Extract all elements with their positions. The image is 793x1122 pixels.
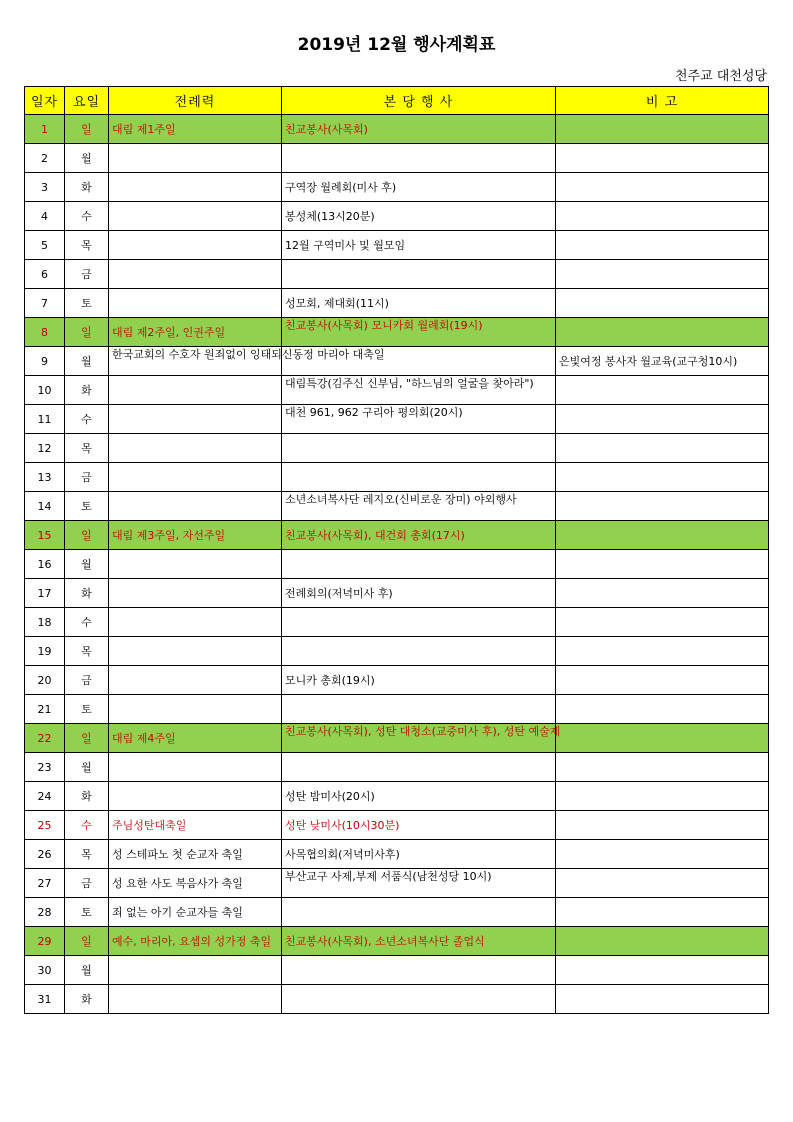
- weekday-cell: 금: [65, 463, 109, 492]
- weekday-cell: 화: [65, 173, 109, 202]
- table-row: [25, 434, 769, 463]
- liturgy-cell: 죄 없는 아기 순교자들 축일: [109, 898, 282, 927]
- table-row: [25, 666, 769, 695]
- weekday-cell: 일: [65, 724, 109, 753]
- table-row: [25, 753, 769, 782]
- events-cell: [282, 144, 556, 173]
- liturgy-cell: 주님성탄대축일: [109, 811, 282, 840]
- note-cell: [556, 956, 769, 985]
- events-cell: [282, 608, 556, 637]
- weekday-cell: 금: [65, 666, 109, 695]
- events-cell: [282, 985, 556, 1014]
- weekday-cell: 월: [65, 956, 109, 985]
- day-cell: 1: [25, 115, 65, 144]
- events-cell: 친교봉사(사목회), 대건회 총회(17시): [282, 521, 556, 550]
- events-cell: 성탄 밤미사(20시): [282, 782, 556, 811]
- liturgy-cell: [109, 376, 282, 405]
- liturgy-cell: [109, 231, 282, 260]
- weekday-cell: 월: [65, 550, 109, 579]
- events-cell: 사목협의회(저녁미사후): [282, 840, 556, 869]
- note-cell: [556, 579, 769, 608]
- note-cell: [556, 434, 769, 463]
- liturgy-cell: [109, 144, 282, 173]
- events-cell: [282, 753, 556, 782]
- liturgy-cell: [109, 782, 282, 811]
- day-cell: 20: [25, 666, 65, 695]
- weekday-cell: 월: [65, 753, 109, 782]
- day-cell: 23: [25, 753, 65, 782]
- note-cell: [556, 492, 769, 521]
- weekday-cell: 월: [65, 144, 109, 173]
- weekday-cell: 금: [65, 869, 109, 898]
- liturgy-cell: 한국교회의 수호자 원죄없이 잉태되신동정 마리아 대축일: [109, 347, 282, 376]
- weekday-cell: 목: [65, 434, 109, 463]
- note-cell: [556, 869, 769, 898]
- note-cell: [556, 782, 769, 811]
- liturgy-cell: 대림 제1주일: [109, 115, 282, 144]
- liturgy-cell: [109, 608, 282, 637]
- table-row: [25, 898, 769, 927]
- day-cell: 17: [25, 579, 65, 608]
- liturgy-cell: [109, 550, 282, 579]
- weekday-cell: 목: [65, 231, 109, 260]
- liturgy-cell: [109, 985, 282, 1014]
- note-cell: [556, 840, 769, 869]
- note-cell: [556, 637, 769, 666]
- table-row: [25, 840, 769, 869]
- note-cell: [556, 144, 769, 173]
- events-cell: 성모회, 제대회(11시): [282, 289, 556, 318]
- header-liturgy: 전례력: [109, 87, 282, 115]
- note-cell: [556, 521, 769, 550]
- weekday-cell: 일: [65, 927, 109, 956]
- table-row: [25, 637, 769, 666]
- weekday-cell: 목: [65, 840, 109, 869]
- note-cell: [556, 811, 769, 840]
- table-row: [25, 608, 769, 637]
- day-cell: 28: [25, 898, 65, 927]
- liturgy-cell: [109, 579, 282, 608]
- table-row: [25, 492, 769, 521]
- events-cell: [282, 550, 556, 579]
- day-cell: 7: [25, 289, 65, 318]
- table-row: [25, 289, 769, 318]
- liturgy-cell: [109, 434, 282, 463]
- day-cell: 18: [25, 608, 65, 637]
- table-row: [25, 318, 769, 347]
- weekday-cell: 토: [65, 898, 109, 927]
- liturgy-cell: [109, 492, 282, 521]
- day-cell: 14: [25, 492, 65, 521]
- note-cell: [556, 985, 769, 1014]
- weekday-cell: 목: [65, 637, 109, 666]
- table-row: [25, 231, 769, 260]
- note-cell: [556, 666, 769, 695]
- liturgy-cell: 대림 제4주일: [109, 724, 282, 753]
- liturgy-cell: [109, 463, 282, 492]
- table-row: [25, 115, 769, 144]
- day-cell: 24: [25, 782, 65, 811]
- table-row: [25, 463, 769, 492]
- weekday-cell: 토: [65, 492, 109, 521]
- events-cell: 친교봉사(사목회), 소년소녀복사단 졸업식: [282, 927, 556, 956]
- events-cell: 소년소녀복사단 레지오(신비로운 장미) 야외행사: [282, 492, 556, 521]
- day-cell: 8: [25, 318, 65, 347]
- schedule-body: [25, 115, 769, 1014]
- day-cell: 3: [25, 173, 65, 202]
- note-cell: [556, 463, 769, 492]
- header-events: 본 당 행 사: [282, 87, 556, 115]
- day-cell: 4: [25, 202, 65, 231]
- note-cell: [556, 753, 769, 782]
- day-cell: 15: [25, 521, 65, 550]
- liturgy-cell: [109, 289, 282, 318]
- schedule-table: [24, 86, 769, 1014]
- weekday-cell: 토: [65, 289, 109, 318]
- liturgy-cell: [109, 695, 282, 724]
- weekday-cell: 수: [65, 811, 109, 840]
- liturgy-cell: 성 스테파노 첫 순교자 축일: [109, 840, 282, 869]
- events-cell: [282, 463, 556, 492]
- document-title: 2019년 12월 행사계획표: [297, 35, 496, 55]
- table-row: [25, 202, 769, 231]
- header-notes: 비 고: [556, 87, 769, 115]
- events-cell: 대림특강(김주신 신부님, "하느님의 얼굴을 찾아라"): [282, 376, 556, 405]
- note-cell: [556, 231, 769, 260]
- weekday-cell: 수: [65, 405, 109, 434]
- weekday-cell: 수: [65, 608, 109, 637]
- events-cell: 모니카 총회(19시): [282, 666, 556, 695]
- liturgy-cell: 예수, 마리아, 요셉의 성가정 축일: [109, 927, 282, 956]
- weekday-cell: 수: [65, 202, 109, 231]
- table-row: [25, 695, 769, 724]
- day-cell: 16: [25, 550, 65, 579]
- day-cell: 29: [25, 927, 65, 956]
- day-cell: 30: [25, 956, 65, 985]
- weekday-cell: 일: [65, 318, 109, 347]
- table-row: [25, 724, 769, 753]
- note-cell: [556, 927, 769, 956]
- events-cell: [282, 695, 556, 724]
- table-row: [25, 985, 769, 1014]
- day-cell: 26: [25, 840, 65, 869]
- table-row: [25, 521, 769, 550]
- table-row: [25, 956, 769, 985]
- weekday-cell: 화: [65, 579, 109, 608]
- note-cell: [556, 318, 769, 347]
- events-cell: 성탄 낮미사(10시30분): [282, 811, 556, 840]
- note-cell: [556, 724, 769, 753]
- liturgy-cell: [109, 405, 282, 434]
- table-row: [25, 550, 769, 579]
- note-cell: [556, 550, 769, 579]
- table-header-row: [25, 87, 769, 115]
- liturgy-cell: [109, 260, 282, 289]
- note-cell: [556, 376, 769, 405]
- weekday-cell: 화: [65, 985, 109, 1014]
- events-cell: [282, 260, 556, 289]
- day-cell: 22: [25, 724, 65, 753]
- liturgy-cell: [109, 956, 282, 985]
- day-cell: 6: [25, 260, 65, 289]
- weekday-cell: 화: [65, 782, 109, 811]
- events-cell: 봉성체(13시20분): [282, 202, 556, 231]
- events-cell: [282, 898, 556, 927]
- day-cell: 21: [25, 695, 65, 724]
- table-row: [25, 811, 769, 840]
- weekday-cell: 토: [65, 695, 109, 724]
- events-cell: 친교봉사(사목회), 성탄 대청소(교중미사 후), 성탄 예술제: [282, 724, 556, 753]
- weekday-cell: 월: [65, 347, 109, 376]
- weekday-cell: 금: [65, 260, 109, 289]
- note-cell: [556, 695, 769, 724]
- note-cell: [556, 289, 769, 318]
- header-date: 일자: [25, 87, 65, 115]
- events-cell: 친교봉사(사목회) 모니카회 월례회(19시): [282, 318, 556, 347]
- day-cell: 12: [25, 434, 65, 463]
- day-cell: 10: [25, 376, 65, 405]
- table-row: [25, 173, 769, 202]
- day-cell: 19: [25, 637, 65, 666]
- events-cell: 대천 961, 962 구리아 평의회(20시): [282, 405, 556, 434]
- events-cell: [282, 637, 556, 666]
- weekday-cell: 일: [65, 521, 109, 550]
- day-cell: 25: [25, 811, 65, 840]
- table-row: [25, 927, 769, 956]
- note-cell: [556, 115, 769, 144]
- liturgy-cell: 대림 제2주일, 인권주일: [109, 318, 282, 347]
- day-cell: 13: [25, 463, 65, 492]
- note-cell: [556, 898, 769, 927]
- events-cell: [282, 956, 556, 985]
- table-row: [25, 579, 769, 608]
- note-cell: [556, 260, 769, 289]
- table-row: [25, 376, 769, 405]
- weekday-cell: 일: [65, 115, 109, 144]
- day-cell: 27: [25, 869, 65, 898]
- liturgy-cell: [109, 202, 282, 231]
- events-cell: 전례회의(저녁미사 후): [282, 579, 556, 608]
- liturgy-cell: [109, 173, 282, 202]
- liturgy-cell: [109, 666, 282, 695]
- events-cell: 12월 구역미사 및 월모임: [282, 231, 556, 260]
- liturgy-cell: [109, 753, 282, 782]
- events-cell: [282, 434, 556, 463]
- header-weekday: 요일: [65, 87, 109, 115]
- day-cell: 2: [25, 144, 65, 173]
- table-row: [25, 144, 769, 173]
- note-cell: [556, 202, 769, 231]
- liturgy-cell: 성 요한 사도 복음사가 축일: [109, 869, 282, 898]
- day-cell: 31: [25, 985, 65, 1014]
- day-cell: 5: [25, 231, 65, 260]
- weekday-cell: 화: [65, 376, 109, 405]
- events-cell: 부산교구 사제,부제 서품식(남천성당 10시): [282, 869, 556, 898]
- note-cell: [556, 405, 769, 434]
- events-cell: 친교봉사(사목회): [282, 115, 556, 144]
- day-cell: 11: [25, 405, 65, 434]
- liturgy-cell: 대림 제3주일, 자선주일: [109, 521, 282, 550]
- table-row: [25, 347, 769, 376]
- liturgy-cell: [109, 637, 282, 666]
- organization-name: 천주교 대천성당: [674, 69, 767, 84]
- day-cell: 9: [25, 347, 65, 376]
- note-cell: 은빛여정 봉사자 월교육(교구청10시): [556, 347, 769, 376]
- events-cell: 구역장 월례회(미사 후): [282, 173, 556, 202]
- table-row: [25, 869, 769, 898]
- table-row: [25, 260, 769, 289]
- note-cell: [556, 173, 769, 202]
- note-cell: [556, 608, 769, 637]
- table-row: [25, 782, 769, 811]
- table-row: [25, 405, 769, 434]
